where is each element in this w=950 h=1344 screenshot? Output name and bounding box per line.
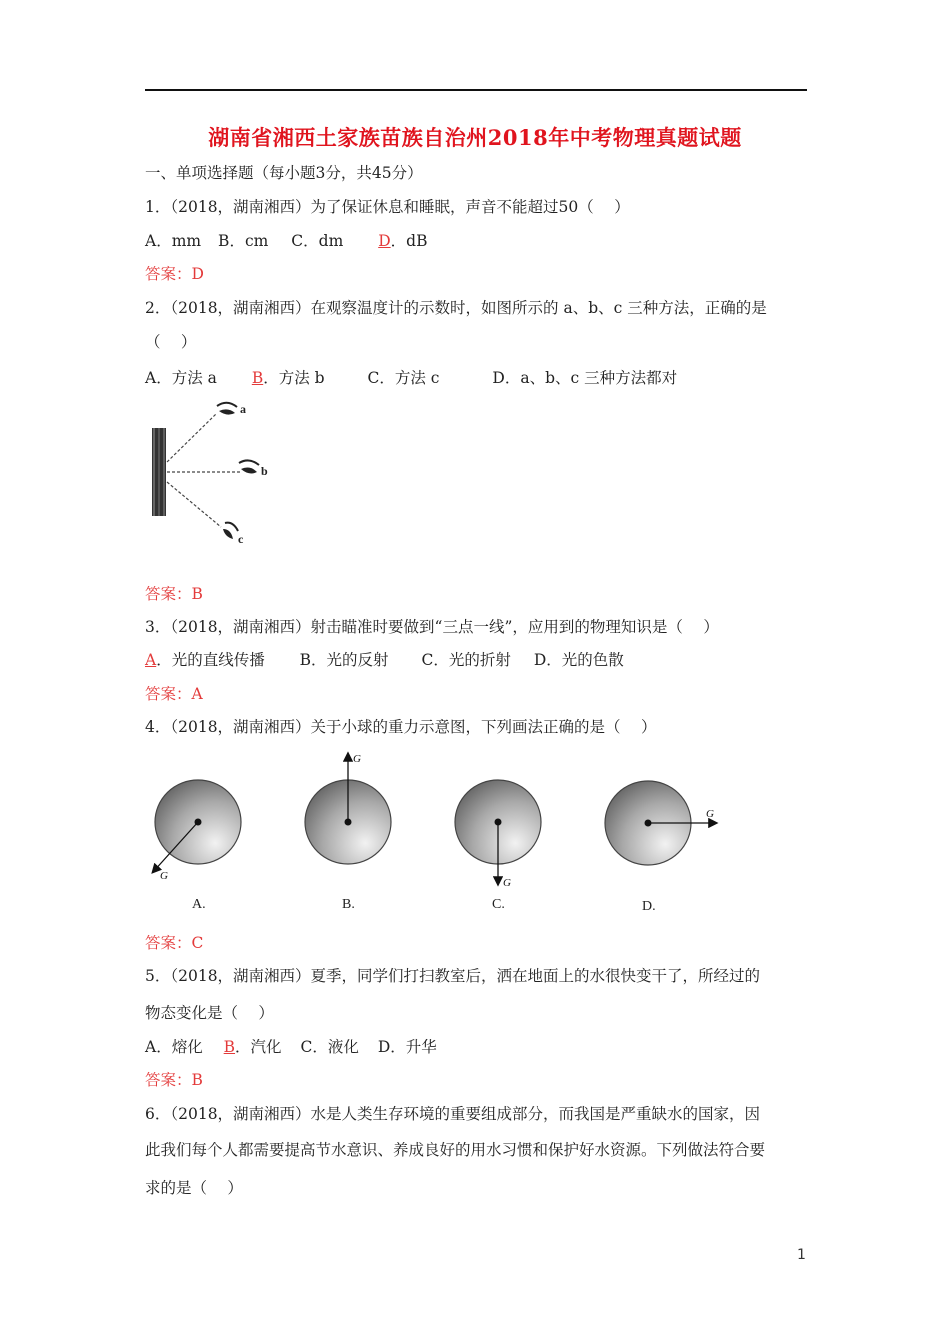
question-1-stem: 1．（2018，湖南湘西）为了保证休息和睡眠，声音不能超过50（ ） xyxy=(145,198,630,216)
eye-icon-c xyxy=(223,523,238,539)
caption-c: C. xyxy=(492,897,505,912)
question-1-options xyxy=(145,231,427,251)
thermometer xyxy=(152,428,166,516)
label-c: c xyxy=(238,532,244,546)
option-b[interactable]: B．方法 b xyxy=(251,369,325,387)
ball-c xyxy=(455,780,541,884)
option-c[interactable]: C．液化 xyxy=(300,1038,359,1056)
section-heading: 一、单项选择题（每小题3分，共45分） xyxy=(145,164,423,182)
force-label-b: G xyxy=(353,753,361,765)
option-c[interactable]: C．dm xyxy=(291,232,344,250)
header-rule xyxy=(145,89,807,91)
question-3-stem: 3．（2018，湖南湘西）射击瞄准时要做到“三点一线”，应用到的物理知识是（ ） xyxy=(145,618,719,636)
force-label-a: G xyxy=(160,870,168,882)
option-b[interactable]: B．光的反射 xyxy=(299,651,389,669)
question-5-options xyxy=(145,1037,437,1057)
question-4-answer: 答案：C xyxy=(145,934,204,952)
question-6-stem-line-3: 求的是（ ） xyxy=(145,1179,243,1197)
option-c[interactable]: C．方法 c xyxy=(367,369,440,387)
question-4-stem: 4．（2018，湖南湘西）关于小球的重力示意图，下列画法正确的是（ ） xyxy=(145,718,657,736)
force-label-d: G xyxy=(706,808,714,820)
question-2-stem-line-1: 2．（2018，湖南湘西）在观察温度计的示数时，如图所示的 a、b、c 三种方法，正确的是 xyxy=(145,299,767,317)
question-5-answer: 答案：B xyxy=(145,1071,203,1089)
question-1-answer: 答案：D xyxy=(145,265,204,283)
question-2-stem-line-2: （ ） xyxy=(145,333,197,351)
option-a[interactable]: A．光的直线传播 xyxy=(145,651,265,669)
force-label-c: G xyxy=(503,877,511,889)
caption-b: B. xyxy=(342,897,355,912)
option-c[interactable]: C．光的折射 xyxy=(421,651,511,669)
sight-line-c xyxy=(167,482,221,527)
thermometer-figure xyxy=(145,395,285,555)
ball-a xyxy=(153,780,241,872)
ball-d xyxy=(605,781,716,865)
question-2-answer: 答案：B xyxy=(145,585,203,603)
eye-icon-a xyxy=(217,403,237,415)
question-2-options xyxy=(145,368,677,388)
question-5-stem-line-1: 5．（2018，湖南湘西）夏季，同学们打扫教室后，洒在地面上的水很快变干了，所经过的 xyxy=(145,967,761,985)
question-6-stem-line-1: 6．（2018，湖南湘西）水是人类生存环境的重要组成部分，而我国是严重缺水的国家，因 xyxy=(145,1105,761,1123)
page-number: 1 xyxy=(797,1247,806,1263)
eye-icon-b xyxy=(239,460,259,473)
label-b: b xyxy=(261,464,268,478)
question-3-options xyxy=(145,650,624,670)
question-5-stem-line-2: 物态变化是（ ） xyxy=(145,1004,274,1022)
question-6-stem-line-2: 此我们每个人都需要提高节水意识、养成良好的用水习惯和保护好水资源。下列做法符合要 xyxy=(145,1141,766,1159)
question-3-answer: 答案：A xyxy=(145,685,203,703)
caption-a: A. xyxy=(192,897,206,912)
document-title: 湖南省湘西土家族苗族自治州2018年中考物理真题试题 xyxy=(208,125,742,150)
option-a[interactable]: A．熔化 xyxy=(145,1038,203,1056)
option-a[interactable]: A．方法 a xyxy=(145,369,217,387)
gravity-figure xyxy=(140,740,740,920)
option-b[interactable]: B．cm xyxy=(218,232,269,250)
option-d[interactable]: D．光的色散 xyxy=(533,651,624,669)
option-b[interactable]: B．汽化 xyxy=(223,1038,282,1056)
label-a: a xyxy=(240,402,246,416)
option-d[interactable]: D．dB xyxy=(378,232,428,250)
option-d[interactable]: D．升华 xyxy=(377,1038,437,1056)
ball-b xyxy=(305,754,391,864)
sight-line-a xyxy=(167,413,217,462)
caption-d: D. xyxy=(642,899,656,914)
option-a[interactable]: A．mm xyxy=(145,232,202,250)
option-d[interactable]: D．a、b、c 三种方法都对 xyxy=(492,369,678,387)
